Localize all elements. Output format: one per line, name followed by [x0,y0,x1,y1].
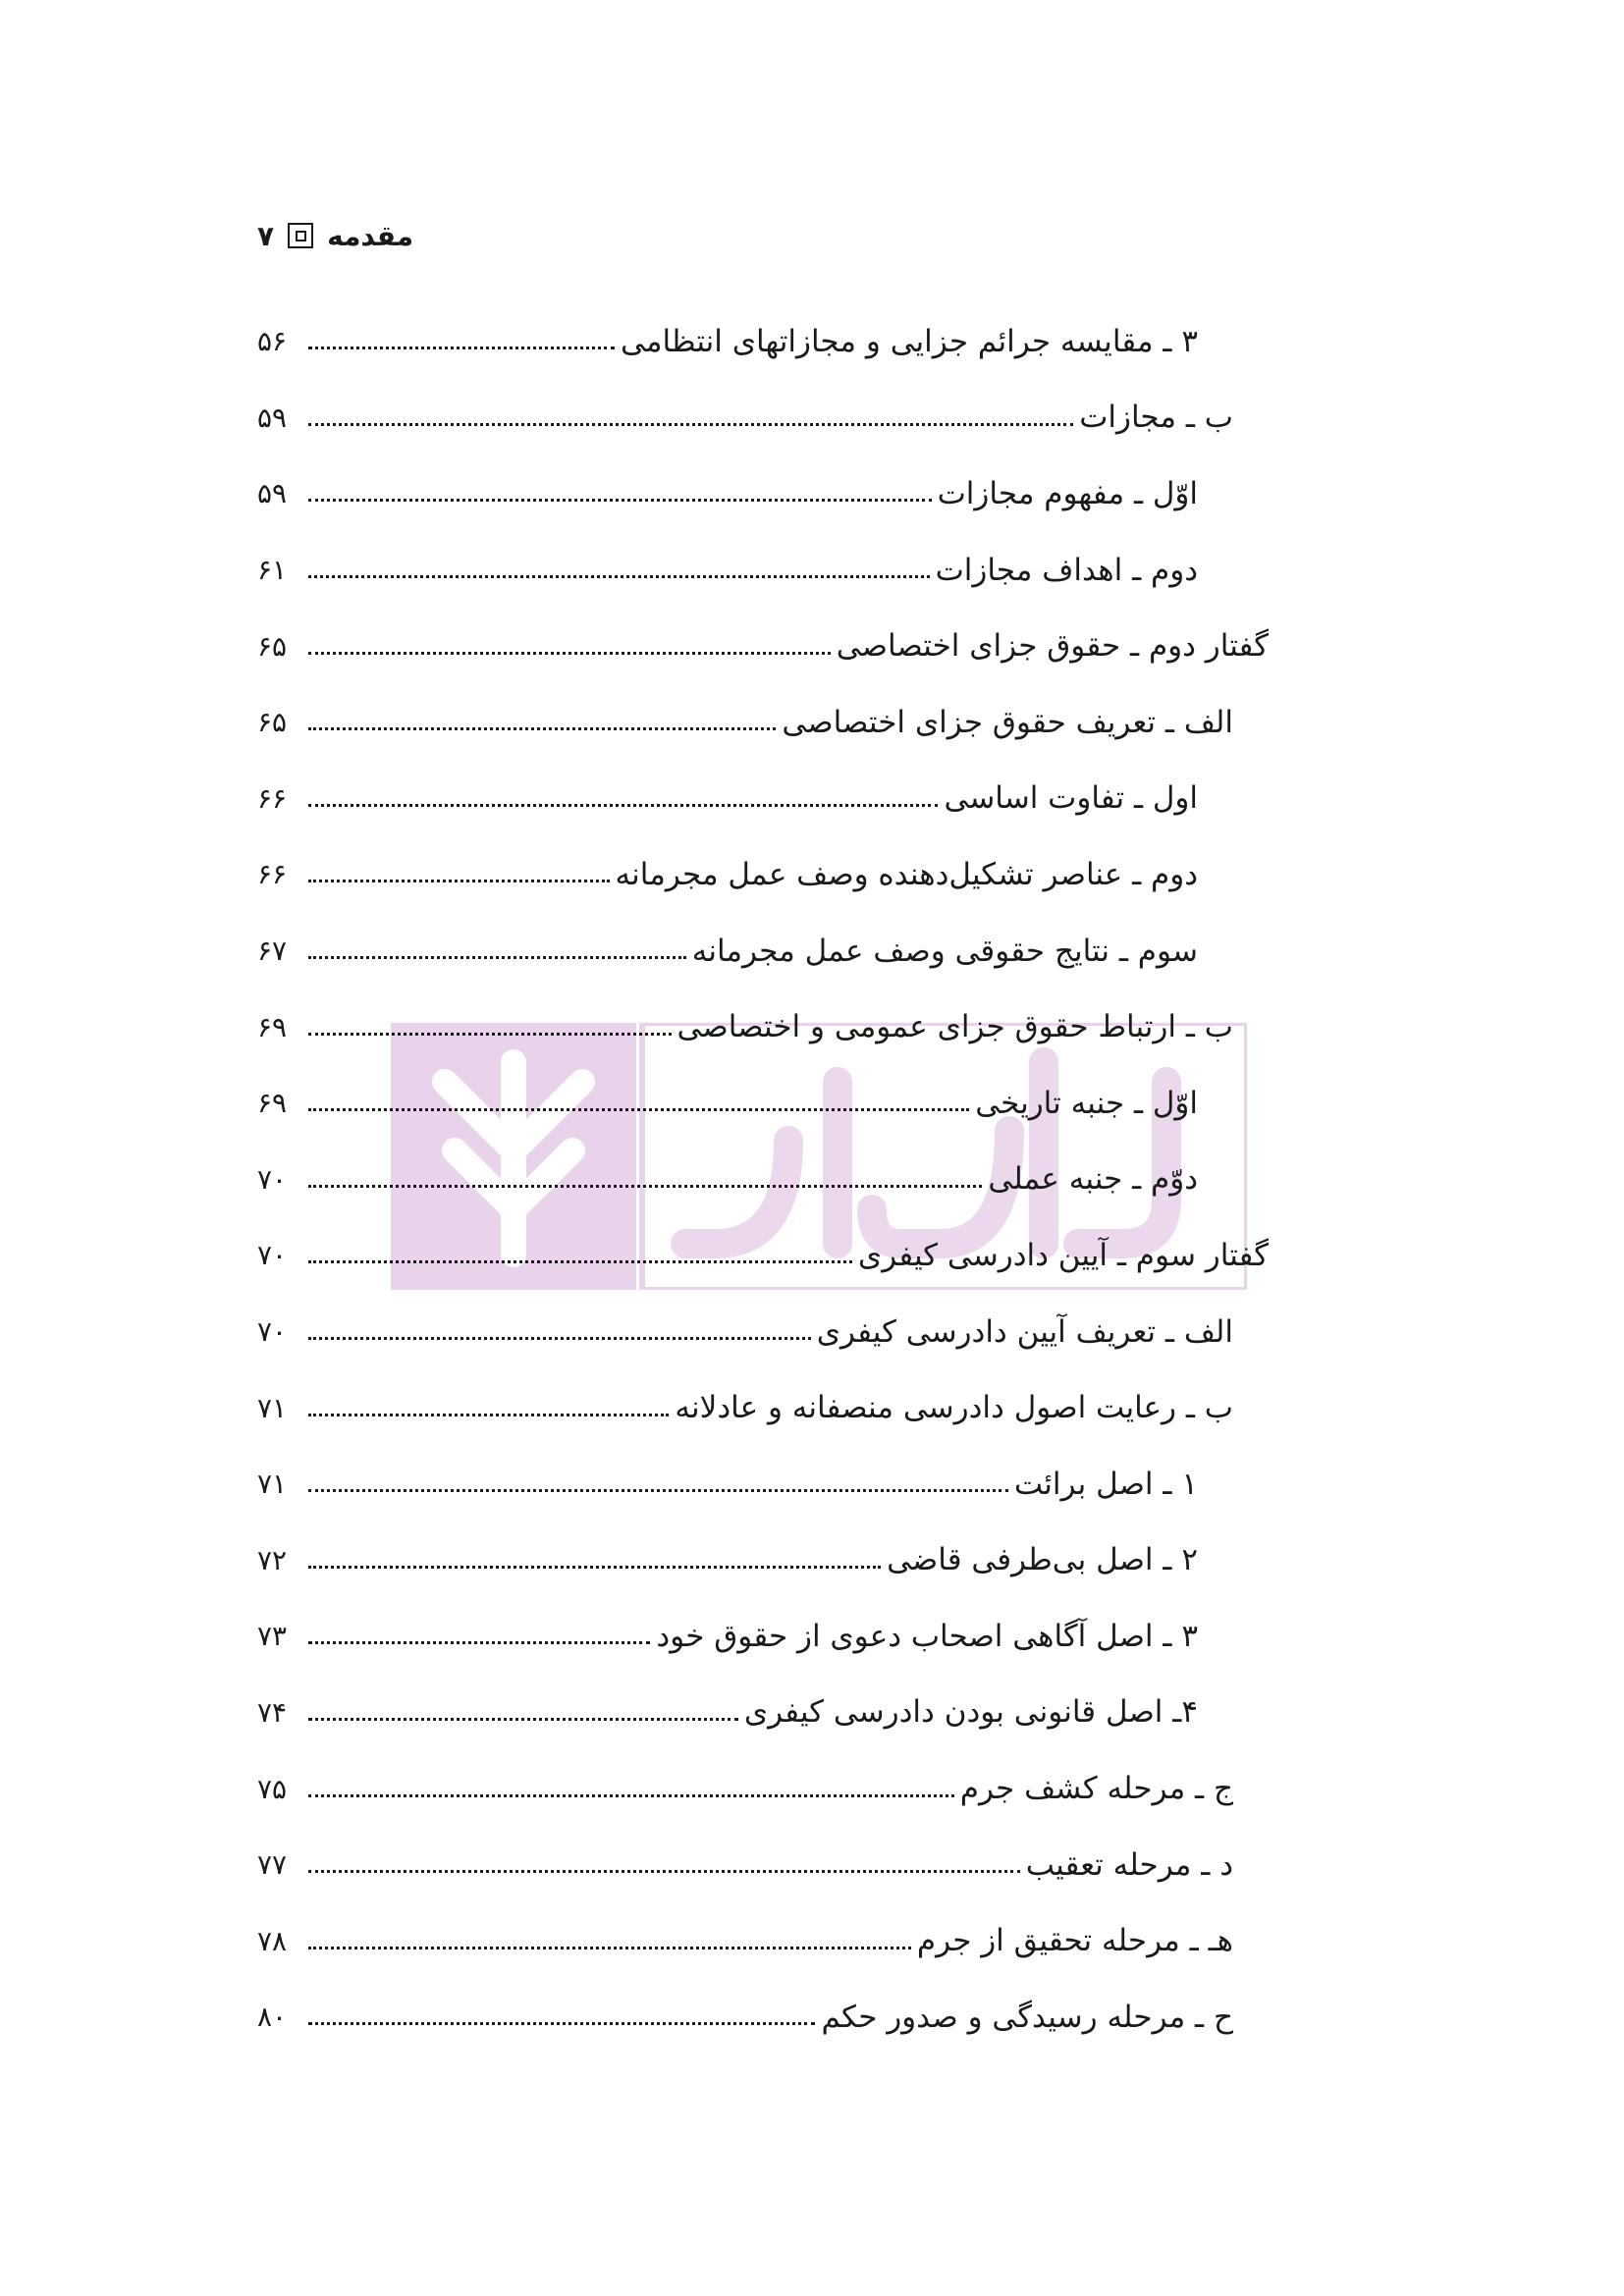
toc-page-number: ۶۹ [257,1087,288,1120]
toc-entry [257,532,1269,609]
toc-page-number: ۶۶ [257,858,288,891]
toc-leader-dots [308,575,930,578]
toc-page-number: ۸۰ [257,2001,288,2034]
toc-entry [257,1598,1269,1675]
toc-entry [257,1827,1269,1903]
toc-leader-dots [308,1566,881,1569]
toc-entry-title: ب ـ ارتباط حقوق جزای عمومی و اختصاصی [677,1009,1233,1045]
toc-entry [257,380,1269,456]
toc-page-number: ۷۰ [257,1315,288,1349]
toc-entry [257,836,1269,913]
toc-entry [257,913,1269,989]
toc-page-number: ۶۷ [257,934,288,968]
toc-entry [257,1522,1269,1599]
toc-leader-dots [308,347,615,349]
toc-entry-title: ۲ ـ اصل بی‌طرفی قاضی [887,1542,1198,1578]
toc-leader-dots [308,804,938,807]
toc-entry-title: ح ـ مرحله رسیدگی و صدور حکم [821,1999,1233,2035]
toc-entry-title: اول ـ تفاوت اساسی [944,780,1198,817]
toc-page-number: ۶۹ [257,1010,288,1043]
toc-page-number: ۶۶ [257,781,288,815]
toc-entry-title: هـ ـ مرحله تحقیق از جرم [916,1923,1233,1959]
toc-entry-title: اوّل ـ جنبه تاریخی [975,1085,1198,1121]
toc-entry [257,761,1269,837]
toc-leader-dots [308,727,776,730]
toc-leader-dots [308,1033,672,1036]
toc-page-number: ۷۰ [257,1239,288,1272]
toc-leader-dots [308,499,932,502]
table-of-contents [257,303,1269,2056]
toc-page-number: ۶۵ [257,629,288,663]
toc-entry [257,1750,1269,1827]
toc-leader-dots [308,880,610,882]
page-number: ۷ [257,219,275,252]
toc-page-number: ۷۸ [257,1924,288,1957]
toc-page-number: ۷۱ [257,1391,288,1424]
toc-entry-title: ب ـ مجازات [1079,400,1233,436]
toc-leader-dots [308,1641,650,1644]
toc-entry-title: ۱ ـ اصل برائت [1013,1466,1198,1502]
toc-page-number: ۷۷ [257,1848,288,1882]
toc-entry [257,608,1269,684]
toc-page-number: ۶۱ [257,554,288,587]
toc-entry [257,1902,1269,1979]
toc-page-number: ۷۴ [257,1695,288,1729]
toc-entry [257,1294,1269,1370]
toc-entry-title: گفتار سوم ـ آیین دادرسی کیفری [857,1237,1269,1273]
chapter-title: مقدمه [327,219,414,252]
toc-entry [257,684,1269,761]
toc-leader-dots [308,1260,852,1263]
toc-page-number: ۵۹ [257,400,288,434]
toc-entry-title: ب ـ رعایت اصول دادرسی منصفانه و عادلانه [675,1390,1233,1426]
toc-page-number: ۵۹ [257,477,288,510]
toc-entry-title: گفتار دوم ـ حقوق جزای اختصاصی [836,628,1269,665]
toc-leader-dots [308,652,831,655]
toc-leader-dots [308,1414,669,1416]
toc-leader-dots [308,1108,969,1111]
toc-entry-title: دوّم ـ جنبه عملی [988,1161,1198,1198]
toc-leader-dots [308,2022,815,2025]
toc-leader-dots [308,1870,1020,1873]
toc-entry-title: ۳ ـ اصل آگاهی اصحاب دعوی از حقوق خود [656,1618,1198,1654]
toc-entry [257,1142,1269,1218]
toc-entry [257,455,1269,532]
toc-entry-title: ۳ ـ مقایسه جرائم جزایی و مجازاتهای انتظامی [621,323,1198,359]
toc-page-number: ۶۵ [257,706,288,739]
toc-page-number: ۷۰ [257,1162,288,1196]
toc-entry-title: د ـ مرحله تعقیب [1025,1846,1233,1883]
toc-leader-dots [308,1947,911,1949]
toc-leader-dots [308,956,686,959]
toc-leader-dots [308,1489,1008,1492]
toc-leader-dots [308,423,1073,426]
toc-entry [257,1675,1269,1751]
toc-page-number: ۷۱ [257,1468,288,1501]
toc-entry [257,988,1269,1065]
toc-entry-title: اوّل ـ مفهوم مجازات [937,475,1198,511]
toc-leader-dots [308,1794,954,1797]
toc-leader-dots [308,1337,811,1340]
toc-page-number: ۷۵ [257,1772,288,1805]
toc-entry [257,303,1269,380]
toc-entry-title: الف ـ تعریف حقوق جزای اختصاصی [782,704,1233,740]
page-header [257,214,413,257]
toc-entry-title: ۴ـ اصل قانونی بودن دادرسی کیفری [743,1694,1198,1731]
toc-entry-title: الف ـ تعریف آیین دادرسی کیفری [816,1313,1233,1350]
toc-leader-dots [308,1185,982,1188]
toc-page-number: ۷۳ [257,1620,288,1653]
toc-entry [257,1369,1269,1446]
toc-entry-title: دوم ـ عناصر تشکیل‌دهنده وصف عمل مجرمانه [615,856,1198,892]
toc-entry [257,1979,1269,2056]
toc-entry [257,1217,1269,1294]
toc-leader-dots [308,1718,738,1721]
toc-entry-title: سوم ـ نتایج حقوقی وصف عمل مجرمانه [691,933,1198,969]
square-ornament-icon [288,223,313,248]
toc-entry [257,1065,1269,1142]
toc-entry-title: ج ـ مرحله کشف جرم [959,1771,1233,1807]
toc-entry-title: دوم ـ اهداف مجازات [935,552,1198,588]
toc-entry [257,1446,1269,1522]
toc-page-number: ۵۶ [257,325,288,358]
toc-page-number: ۷۲ [257,1543,288,1576]
